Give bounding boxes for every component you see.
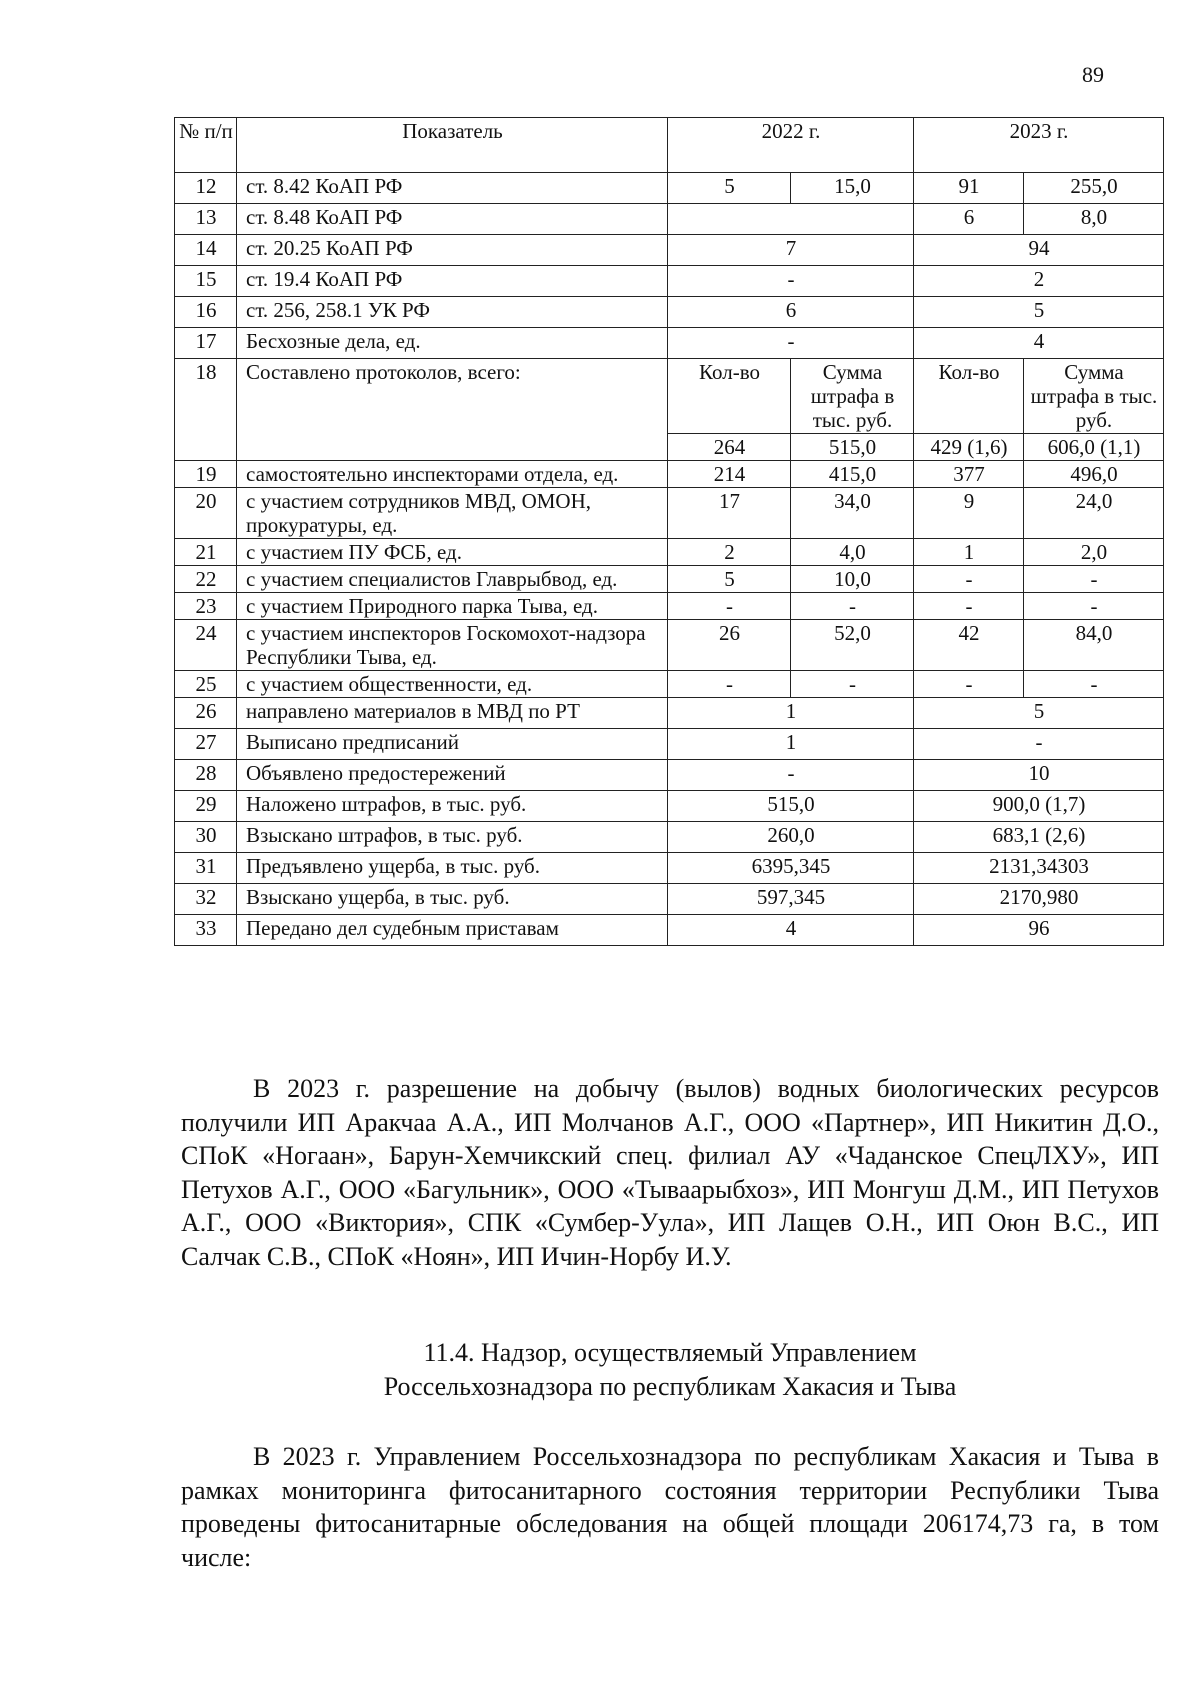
value-2022-cell: 1 bbox=[668, 698, 914, 729]
table-row bbox=[175, 235, 1164, 266]
row-number-cell: 32 bbox=[175, 884, 237, 915]
value-2023-cell: 10 bbox=[914, 760, 1164, 791]
value-2022-sum-cell: 15,0 bbox=[791, 173, 914, 204]
table-row bbox=[175, 539, 1164, 566]
value-2022-sum-cell: - bbox=[791, 671, 914, 698]
row-indicator-cell: Наложено штрафов, в тыс. руб. bbox=[237, 791, 668, 822]
value-2022-cell: - bbox=[668, 328, 914, 359]
value-2023-qty-cell: 91 bbox=[914, 173, 1024, 204]
row-number-cell: 26 bbox=[175, 698, 237, 729]
table-row bbox=[175, 915, 1164, 946]
row-indicator-cell: ст. 20.25 КоАП РФ bbox=[237, 235, 668, 266]
row-indicator-cell: ст. 256, 258.1 УК РФ bbox=[237, 297, 668, 328]
value-2022-cell: 1 bbox=[668, 729, 914, 760]
row-number-cell: 24 bbox=[175, 620, 237, 671]
value-2023-qty-cell: 42 bbox=[914, 620, 1024, 671]
value-2023-sum-cell: 606,0 (1,1) bbox=[1024, 434, 1164, 461]
row-indicator-cell: самостоятельно инспекторами отдела, ед. bbox=[237, 461, 668, 488]
row-indicator-cell: Объявлено предостережений bbox=[237, 760, 668, 791]
value-2022-cell: 515,0 bbox=[668, 791, 914, 822]
value-2022-cell: 6395,345 bbox=[668, 853, 914, 884]
value-2022-qty-cell: 2 bbox=[668, 539, 791, 566]
value-2023-cell: 2131,34303 bbox=[914, 853, 1164, 884]
value-2023-cell: 900,0 (1,7) bbox=[914, 791, 1164, 822]
row-number-cell: 20 bbox=[175, 488, 237, 539]
value-2023-cell: 5 bbox=[914, 698, 1164, 729]
value-2022-sum-cell: 515,0 bbox=[791, 434, 914, 461]
value-2022-qty-cell: 5 bbox=[668, 173, 791, 204]
header-2023-cell: 2023 г. bbox=[914, 118, 1164, 173]
section-heading-line-1: 11.4. Надзор, осуществляемый Управлением bbox=[423, 1338, 917, 1367]
row-indicator-cell: Взыскано ущерба, в тыс. руб. bbox=[237, 884, 668, 915]
value-2022-sum-cell: 52,0 bbox=[791, 620, 914, 671]
row-indicator-cell: ст. 8.48 КоАП РФ bbox=[237, 204, 668, 235]
row-number-cell: 17 bbox=[175, 328, 237, 359]
value-2023-cell: 94 bbox=[914, 235, 1164, 266]
value-2023-cell: 96 bbox=[914, 915, 1164, 946]
table-row bbox=[175, 266, 1164, 297]
subheader-2022-qty-cell: Кол-во bbox=[668, 359, 791, 434]
value-2022-qty-cell: 214 bbox=[668, 461, 791, 488]
value-2023-cell: 2170,980 bbox=[914, 884, 1164, 915]
table-row bbox=[175, 620, 1164, 671]
row-number-cell: 19 bbox=[175, 461, 237, 488]
row-indicator-cell: Предъявлено ущерба, в тыс. руб. bbox=[237, 853, 668, 884]
value-2022-qty-cell: 26 bbox=[668, 620, 791, 671]
subheader-2022-sum-cell: Сумма штрафа в тыс. руб. bbox=[791, 359, 914, 434]
row-number-cell: 27 bbox=[175, 729, 237, 760]
subheader-2023-sum-cell: Сумма штрафа в тыс. руб. bbox=[1024, 359, 1164, 434]
value-2022-sum-cell: 415,0 bbox=[791, 461, 914, 488]
value-2023-sum-cell: 255,0 bbox=[1024, 173, 1164, 204]
row-indicator-cell: с участием специалистов Главрыбвод, ед. bbox=[237, 566, 668, 593]
value-2022-cell: 597,345 bbox=[668, 884, 914, 915]
value-2023-cell: 2 bbox=[914, 266, 1164, 297]
value-2023-cell: 4 bbox=[914, 328, 1164, 359]
value-2022-cell: 7 bbox=[668, 235, 914, 266]
value-2022-sum-cell: 4,0 bbox=[791, 539, 914, 566]
page-number: 89 bbox=[1082, 62, 1104, 87]
row-number-cell: 29 bbox=[175, 791, 237, 822]
row-number-cell: 30 bbox=[175, 822, 237, 853]
value-2023-cell: - bbox=[914, 729, 1164, 760]
table-row bbox=[175, 791, 1164, 822]
value-2022-sum-cell: 10,0 bbox=[791, 566, 914, 593]
table-row bbox=[175, 853, 1164, 884]
value-2023-qty-cell: - bbox=[914, 566, 1024, 593]
value-2023-qty-cell: - bbox=[914, 593, 1024, 620]
table-row bbox=[175, 488, 1164, 539]
row-number-cell: 14 bbox=[175, 235, 237, 266]
row-indicator-cell: Бесхозные дела, ед. bbox=[237, 328, 668, 359]
value-2022-cell: 260,0 bbox=[668, 822, 914, 853]
value-2022-cell: - bbox=[668, 760, 914, 791]
row-number-cell: 31 bbox=[175, 853, 237, 884]
row-indicator-cell: с участием сотрудников МВД, ОМОН, прокуратуры, ед. bbox=[237, 488, 668, 539]
value-2023-cell: 5 bbox=[914, 297, 1164, 328]
table-row bbox=[175, 359, 1164, 434]
value-2022-qty-cell: 17 bbox=[668, 488, 791, 539]
value-2023-cell: 683,1 (2,6) bbox=[914, 822, 1164, 853]
table-row bbox=[175, 461, 1164, 488]
table-row bbox=[175, 822, 1164, 853]
table-row bbox=[175, 760, 1164, 791]
row-number-cell: 13 bbox=[175, 204, 237, 235]
row-indicator-cell: Передано дел судебным приставам bbox=[237, 915, 668, 946]
table-row bbox=[175, 698, 1164, 729]
value-2022-cell: 4 bbox=[668, 915, 914, 946]
value-2023-qty-cell: 9 bbox=[914, 488, 1024, 539]
value-2022-qty-cell: 5 bbox=[668, 566, 791, 593]
value-2023-sum-cell: 496,0 bbox=[1024, 461, 1164, 488]
row-indicator-cell: с участием инспекторов Госкомохот-надзора Республики Тыва, ед. bbox=[237, 620, 668, 671]
header-2022-cell: 2022 г. bbox=[668, 118, 914, 173]
value-2023-qty-cell: 377 bbox=[914, 461, 1024, 488]
value-2023-sum-cell: 24,0 bbox=[1024, 488, 1164, 539]
row-indicator-cell: ст. 8.42 КоАП РФ bbox=[237, 173, 668, 204]
table-header-row bbox=[175, 118, 1164, 173]
value-2023-sum-cell: - bbox=[1024, 566, 1164, 593]
paragraph-phytosanitary: В 2023 г. Управлением Россельхознадзора по республикам Хакасия и Тыва в рамках мониторинга фитосанитарного состояния территории Республики Тыва проведены фитосанитарные обследования на общей площади 206174,73 га, в том числе: bbox=[181, 1442, 1159, 1572]
value-2023-qty-cell: 1 bbox=[914, 539, 1024, 566]
table-row bbox=[175, 671, 1164, 698]
value-2022-qty-cell: - bbox=[668, 671, 791, 698]
table-row bbox=[175, 729, 1164, 760]
header-indicator-cell: Показатель bbox=[237, 118, 668, 173]
value-2023-qty-cell: - bbox=[914, 671, 1024, 698]
row-number-cell: 33 bbox=[175, 915, 237, 946]
value-2023-sum-cell: 2,0 bbox=[1024, 539, 1164, 566]
row-number-cell: 15 bbox=[175, 266, 237, 297]
row-number-cell: 25 bbox=[175, 671, 237, 698]
row-number-cell: 16 bbox=[175, 297, 237, 328]
paragraph-permits: В 2023 г. разрешение на добычу (вылов) водных биологических ресурсов получили ИП Аракчаа А.А., ИП Молчанов А.Г., ООО «Партнер», ИП Никитин Д.О., СПоК «Ногаан», Барун-Хемчикский спец. филиал АУ «Чаданское СпецЛХУ», ИП Петухов А.Г., ООО «Багульник», ООО «Тываарыбхоз», ИП Монгуш Д.М., ИП Петухов А.Г., ООО «Виктория», СПК «Сумбер-Уула», ИП Лащев О.Н., ИП Оюн В.С., ИП Салчак С.В., СПоК «Ноян», ИП Ичин-Норбу И.У. bbox=[181, 1074, 1159, 1271]
value-2022-cell bbox=[668, 204, 914, 235]
table-row bbox=[175, 297, 1164, 328]
row-indicator-cell: ст. 19.4 КоАП РФ bbox=[237, 266, 668, 297]
table-row bbox=[175, 566, 1164, 593]
value-2023-sum-cell: 8,0 bbox=[1024, 204, 1164, 235]
row-number-cell: 12 bbox=[175, 173, 237, 204]
row-indicator-cell: с участием Природного парка Тыва, ед. bbox=[237, 593, 668, 620]
value-2023-sum-cell: - bbox=[1024, 671, 1164, 698]
table-row bbox=[175, 593, 1164, 620]
table-row bbox=[175, 884, 1164, 915]
subheader-2023-qty-cell: Кол-во bbox=[914, 359, 1024, 434]
section-heading bbox=[181, 1336, 1159, 1404]
statistics-table bbox=[174, 117, 1164, 946]
value-2022-qty-cell: - bbox=[668, 593, 791, 620]
row-number-cell: 21 bbox=[175, 539, 237, 566]
section-heading-line-2: Россельхознадзора по республикам Хакасия и Тыва bbox=[383, 1372, 957, 1401]
value-2022-sum-cell: 34,0 bbox=[791, 488, 914, 539]
row-number-cell: 28 bbox=[175, 760, 237, 791]
value-2022-sum-cell: - bbox=[791, 593, 914, 620]
value-2022-qty-cell: 264 bbox=[668, 434, 791, 461]
row-indicator-cell: Составлено протоколов, всего: bbox=[237, 359, 668, 461]
row-indicator-cell: с участием общественности, ед. bbox=[237, 671, 668, 698]
row-indicator-cell: с участием ПУ ФСБ, ед. bbox=[237, 539, 668, 566]
table-row bbox=[175, 204, 1164, 235]
row-indicator-cell: направлено материалов в МВД по РТ bbox=[237, 698, 668, 729]
row-indicator-cell: Выписано предписаний bbox=[237, 729, 668, 760]
row-number-cell: 18 bbox=[175, 359, 237, 461]
header-num-cell: № п/п bbox=[175, 118, 237, 173]
value-2023-qty-cell: 6 bbox=[914, 204, 1024, 235]
row-indicator-cell: Взыскано штрафов, в тыс. руб. bbox=[237, 822, 668, 853]
table-row bbox=[175, 328, 1164, 359]
row-number-cell: 22 bbox=[175, 566, 237, 593]
value-2023-sum-cell: 84,0 bbox=[1024, 620, 1164, 671]
table-row bbox=[175, 173, 1164, 204]
value-2022-cell: 6 bbox=[668, 297, 914, 328]
row-number-cell: 23 bbox=[175, 593, 237, 620]
value-2023-sum-cell: - bbox=[1024, 593, 1164, 620]
value-2023-qty-cell: 429 (1,6) bbox=[914, 434, 1024, 461]
value-2022-cell: - bbox=[668, 266, 914, 297]
